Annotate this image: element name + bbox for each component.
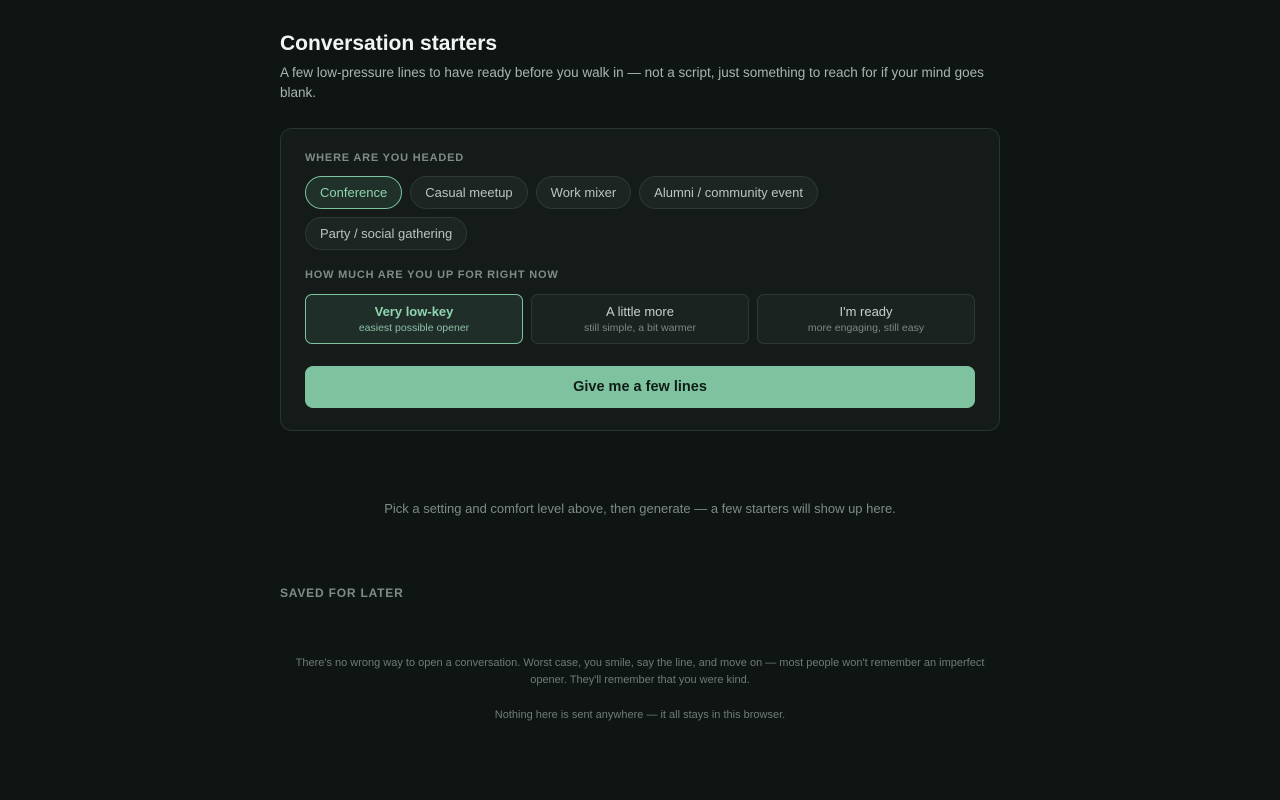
privacy-note: Nothing here is sent anywhere — it all stays in this browser. — [494, 709, 786, 721]
comfort-level-group — [305, 294, 975, 344]
comfort-option-im-ready[interactable] — [757, 294, 975, 344]
comfort-option-title: I'm ready — [839, 303, 893, 319]
comfort-section-label: HOW MUCH ARE YOU UP FOR RIGHT NOW — [305, 269, 559, 281]
page-title: Conversation starters — [280, 32, 498, 55]
comfort-option-subtitle: more engaging, still easy — [807, 321, 925, 334]
page-subtitle: A few low-pressure lines to have ready before you walk in — not a script, just something to reach for if your mind goes blank. — [280, 65, 984, 100]
comfort-option-very-low-key[interactable] — [305, 294, 523, 344]
setting-section-label: WHERE ARE YOU HEADED — [305, 152, 465, 164]
comfort-option-title: Very low-key — [374, 303, 454, 319]
saved-section-label: SAVED FOR LATER — [280, 586, 404, 600]
page — [280, 0, 1000, 723]
setting-chip-party-social[interactable]: Party / social gathering — [305, 217, 467, 250]
footer-note: There's no wrong way to open a conversation. Worst case, you smile, say the line, and move on — most people won't remember an imperfect opener. They'll remember that you were kind. — [295, 657, 985, 686]
comfort-option-a-little-more[interactable] — [531, 294, 749, 344]
comfort-option-subtitle: still simple, a bit warmer — [583, 321, 697, 334]
setting-chip-conference[interactable]: Conference — [305, 176, 402, 209]
options-card — [280, 128, 1000, 431]
comfort-option-title: A little more — [606, 303, 674, 319]
comfort-option-subtitle: easiest possible opener — [358, 321, 470, 334]
setting-chip-alumni-community[interactable]: Alumni / community event — [639, 176, 818, 209]
results-empty-state: Pick a setting and comfort level above, then generate — a few starters will show up here. — [384, 501, 896, 516]
generate-button[interactable]: Give me a few lines — [305, 366, 975, 408]
setting-chip-casual-meetup[interactable]: Casual meetup — [410, 176, 527, 209]
setting-chip-group — [305, 176, 865, 250]
setting-chip-work-mixer[interactable]: Work mixer — [536, 176, 631, 209]
